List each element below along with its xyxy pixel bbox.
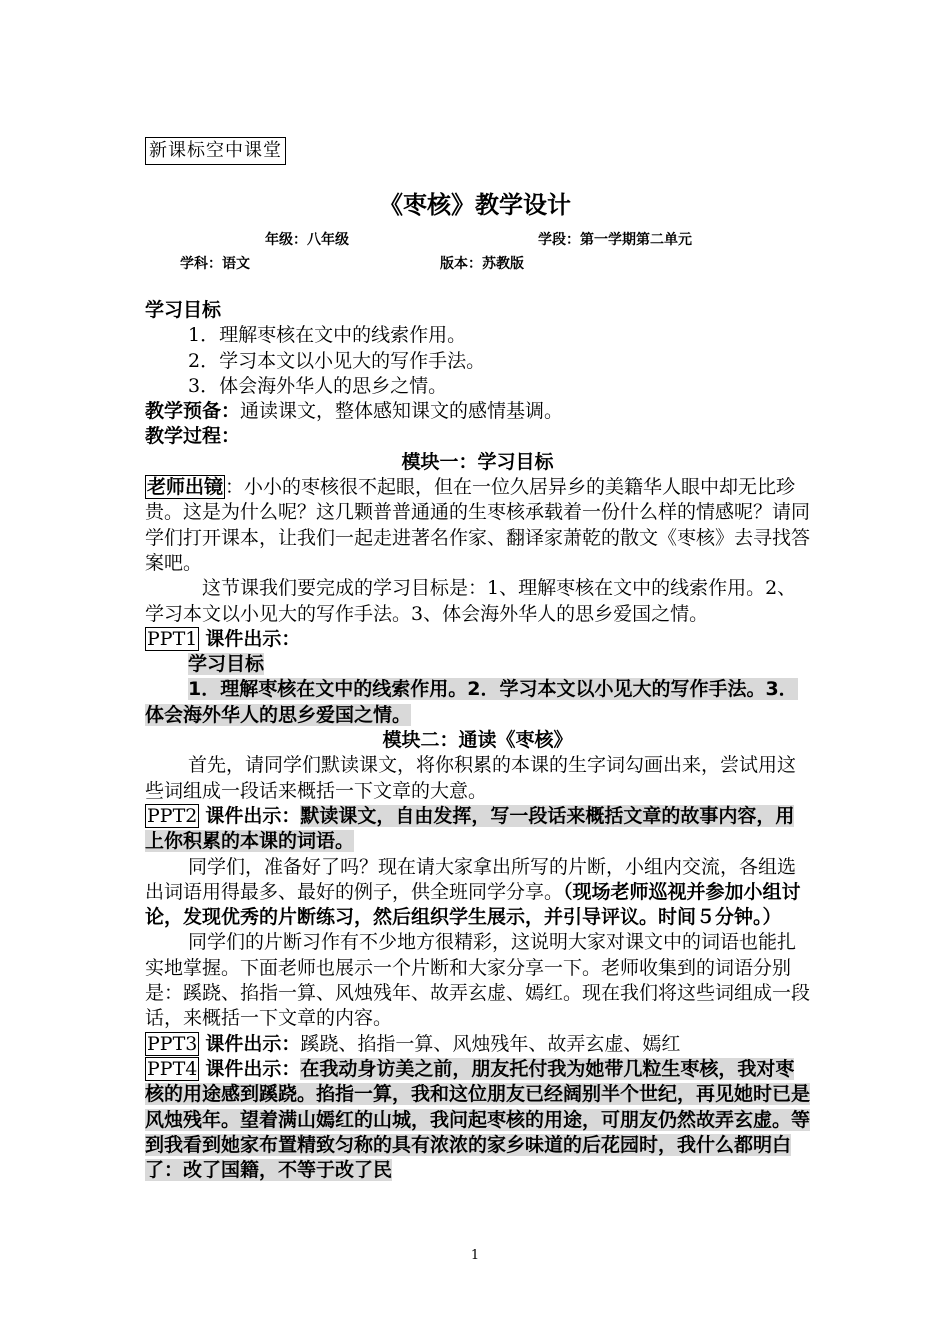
ppt3-label: PPT3 bbox=[147, 1032, 198, 1055]
ppt3-title: 课件出示： bbox=[205, 1032, 301, 1055]
meta-stage: 学段：第一学期第二单元 bbox=[538, 232, 692, 248]
meta-edition: 版本：苏教版 bbox=[440, 256, 524, 272]
ppt4-text: 在我动身访美之前，朋友托付我为她带几粒生枣核，我对枣核的用途感到蹊跷。掐指一算，我和这位朋友已经阔别半个世纪，再见她时已是风烛残年。望着满山嫣红的山城，我问起枣核的用途，可朋友仍然故弄玄虚。等到我看到她家布置精致匀称的具有浓浓的家乡味道的后花园时，我什么都明白了：改了国籍，不等于改了民 bbox=[145, 1057, 811, 1182]
module2-para1: 首先，请同学们默读课文，将你积累的本课的生字词勾画出来，尝试用这些词组成一段话来概括一下文章的大意。 bbox=[145, 754, 797, 802]
ppt1-text: 1．理解枣核在文中的线索作用。2．学习本文以小见大的写作手法。3．体会海外华人的思乡爱国之情。 bbox=[145, 678, 798, 726]
ppt3-text: 蹊跷、掐指一算、风烛残年、故弄玄虚、嫣红 bbox=[300, 1032, 681, 1055]
prep-label: 教学预备： bbox=[145, 400, 241, 423]
ppt3-line bbox=[145, 1032, 810, 1057]
teacher-text: ：小小的枣核很不起眼，但在一位久居异乡的美籍华人眼中却无比珍贵。这是为什么呢？这几颗普普通通的生枣核承载着一份什么样的情感呢？请同学们打开课本，让我们一起走进著名作家、翻译家萧乾的散文《枣核》去寻找答案吧。 bbox=[145, 476, 811, 574]
ppt4-title: 课件出示： bbox=[205, 1057, 301, 1080]
module2-para3: 同学们的片断习作有不少地方很精彩，这说明大家对课文中的词语也能扎实地掌握。下面老师也展示一个片断和大家分享一下。老师收集到的词语分别是：蹊跷、掐指一算、风烛残年、故弄玄虚、嫣红。现在我们将这些词组成一段话，来概括一下文章的内容。 bbox=[145, 931, 811, 1030]
objectives-heading: 学习目标 bbox=[145, 299, 222, 321]
ppt1-label: PPT1 bbox=[147, 627, 198, 650]
process-heading: 教学过程： bbox=[145, 425, 241, 448]
module2-heading: 模块二：通读《枣核》 bbox=[382, 729, 573, 752]
prep-paragraph bbox=[145, 399, 810, 424]
goals-paragraph: 这节课我们要完成的学习目标是：1、理解枣核在文中的线索作用。2、学习本文以小见大的写作手法。3、体会海外华人的思乡爱国之情。 bbox=[145, 577, 797, 625]
teacher-paragraph bbox=[145, 475, 810, 576]
ppt1-heading: 学习目标 bbox=[188, 653, 265, 676]
ppt2-title: 课件出示： bbox=[205, 804, 301, 827]
ppt2-text: 默读课文，自由发挥，写一段话来概括文章的故事内容，用上你积累的本课的词语。 bbox=[145, 804, 795, 853]
ppt4-line bbox=[145, 1057, 810, 1183]
meta-subject: 学科：语文 bbox=[180, 256, 250, 272]
ppt4-label: PPT4 bbox=[147, 1057, 198, 1080]
para2-bold-note: （现场老师巡视并参加小组讨论，发现优秀的片断练习，然后组织学生展示，并引导评议。时间５分钟。） bbox=[145, 880, 801, 929]
prep-text: 通读课文，整体感知课文的感情基调。 bbox=[240, 400, 564, 423]
meta-grade: 年级：八年级 bbox=[265, 232, 349, 248]
module1-heading: 模块一：学习目标 bbox=[401, 450, 554, 473]
ppt2-line bbox=[145, 804, 810, 855]
document-body bbox=[145, 298, 810, 1183]
header-stamp: 新课标空中课堂 bbox=[145, 137, 286, 165]
ppt2-label: PPT2 bbox=[147, 804, 198, 827]
objective-item: 2．学习本文以小见大的写作手法。 bbox=[188, 349, 486, 372]
ppt1-title: 课件出示： bbox=[205, 627, 301, 650]
ppt1-line bbox=[145, 627, 810, 652]
teacher-label: 老师出镜 bbox=[147, 476, 224, 499]
objective-item: 1．理解枣核在文中的线索作用。 bbox=[188, 324, 467, 347]
page-number: 1 bbox=[470, 1248, 480, 1263]
objective-item: 3．体会海外华人的思乡之情。 bbox=[188, 374, 448, 397]
module2-para2: 同学们，准备好了吗？现在请大家拿出所写的片断，小组内交流，各组选出词语用得最多、最好的例子，供全班同学分享。（现场老师巡视并参加小组讨论，发现优秀的片断练习，然后组织学生展示，并引导评议。时间５分钟。） bbox=[145, 855, 801, 929]
document-title: 《枣核》教学设计 bbox=[379, 191, 571, 219]
